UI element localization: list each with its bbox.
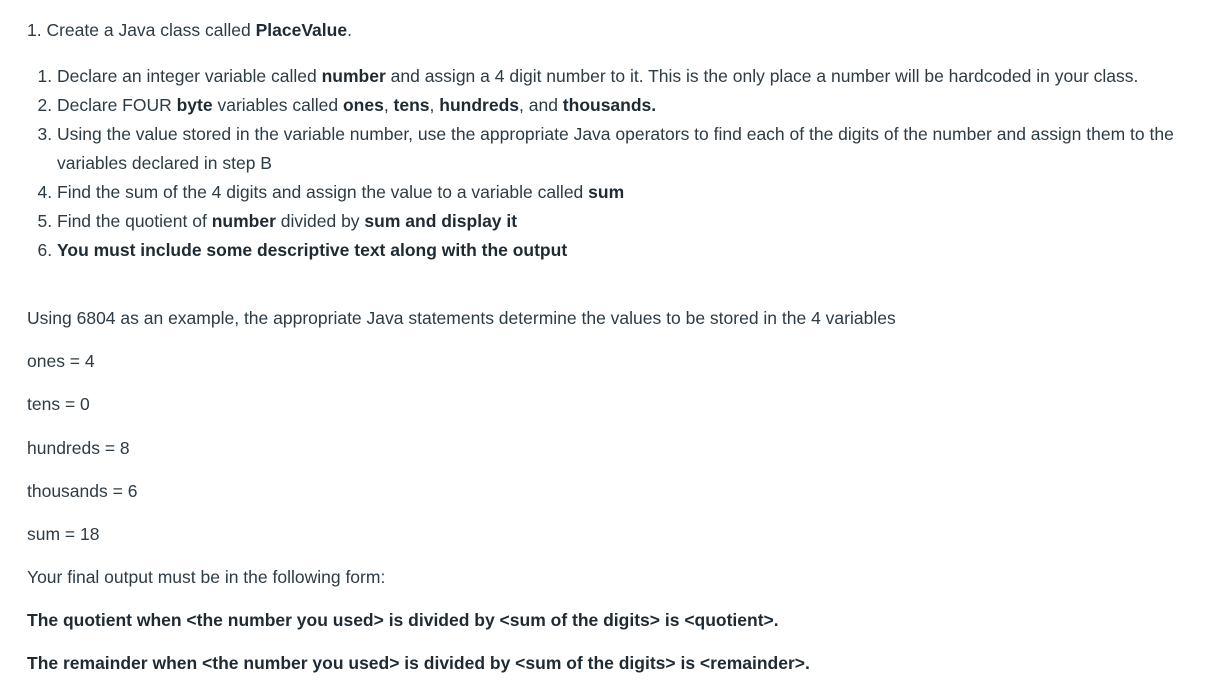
- class-name: PlaceValue: [255, 20, 348, 40]
- output-intro: Your final output must be in the following form:: [27, 567, 386, 587]
- substep-2-text-3: ,: [383, 95, 394, 115]
- output-quotient-format: [27, 609, 779, 631]
- substep-1-text-1: Declare an integer variable called: [57, 66, 322, 86]
- substep-4-bold-1: sum: [588, 182, 625, 202]
- substep-5: [57, 207, 1207, 236]
- substep-1-bold-1: number: [321, 66, 386, 86]
- output-remainder-format: [27, 652, 810, 674]
- substep-2-bold-1: byte: [176, 95, 213, 115]
- example-intro: Using 6804 as an example, the appropriate Java statements determine the values to be stored in the 4 variables: [27, 308, 896, 328]
- main-step: [27, 19, 352, 41]
- substep-2-bold-5: thousands.: [562, 95, 657, 115]
- substep-6: [57, 236, 1207, 265]
- substep-5-text-1: Find the quotient of: [57, 211, 212, 231]
- example-tens: tens = 0: [27, 394, 90, 414]
- substep-4: [57, 178, 1207, 207]
- substep-5-bold-2: sum and display it: [364, 211, 518, 231]
- substep-2-text-2: variables called: [212, 95, 343, 115]
- substep-2-bold-2: ones: [342, 95, 384, 115]
- main-step-suffix: .: [347, 20, 352, 40]
- substep-2-text-5: , and: [519, 95, 563, 115]
- output-remainder-text: The remainder when <the number you used> is divided by <sum of the digits> is <remainder>.: [27, 653, 810, 673]
- substep-3-text-1: Using the value stored in the variable number, use the appropriate Java operators to find each of the digits of the number and assign them to the variables declared in step B: [57, 124, 1174, 173]
- main-step-prefix: 1. Create a Java class called: [27, 20, 256, 40]
- substep-5-text-2: divided by: [275, 211, 365, 231]
- output-quotient-text: The quotient when <the number you used> is divided by <sum of the digits> is <quotient>.: [27, 610, 779, 630]
- substep-1-text-2: and assign a 4 digit number to it. This is the only place a number will be hardcoded in your class.: [385, 66, 1139, 86]
- substep-2-text-4: ,: [429, 95, 440, 115]
- example-hundreds: hundreds = 8: [27, 438, 130, 458]
- substep-5-bold-1: number: [211, 211, 276, 231]
- substep-2: [57, 91, 1207, 120]
- example-thousands: thousands = 6: [27, 481, 138, 501]
- substep-2-bold-3: tens: [393, 95, 430, 115]
- example-ones: ones = 4: [27, 351, 95, 371]
- substep-6-bold-1: You must include some descriptive text along with the output: [57, 240, 568, 260]
- substep-1: [57, 62, 1207, 91]
- substep-3: [57, 120, 1207, 178]
- substep-2-bold-4: hundreds: [439, 95, 519, 115]
- substep-4-text-1: Find the sum of the 4 digits and assign the value to a variable called: [57, 182, 589, 202]
- substep-2-text-1: Declare FOUR: [57, 95, 177, 115]
- example-sum: sum = 18: [27, 524, 100, 544]
- substep-list: [36, 62, 1207, 265]
